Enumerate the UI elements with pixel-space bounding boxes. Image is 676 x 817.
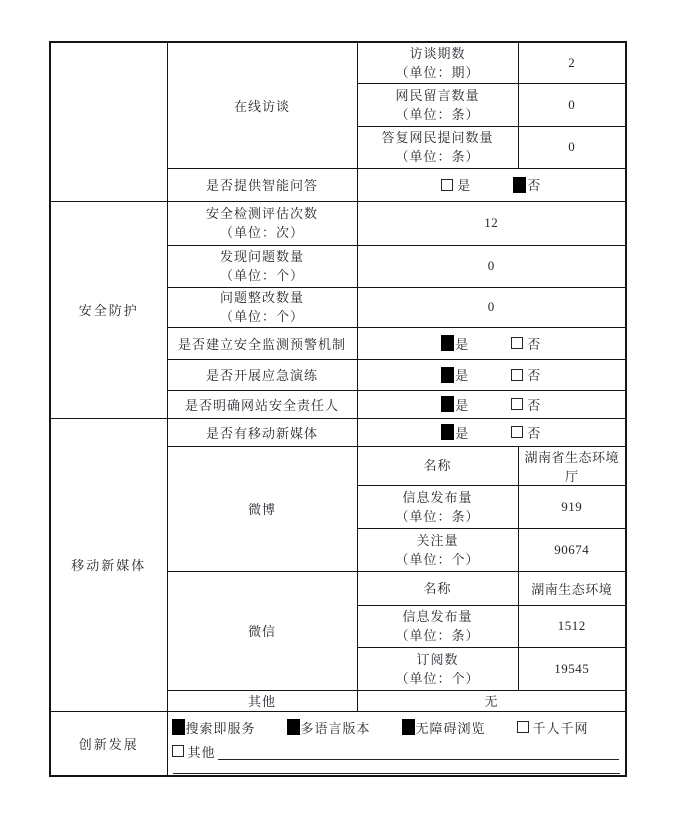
option-label: 是 [455,397,470,413]
table-row [50,42,626,83]
question-label: 是否有移动新媒体 [167,418,357,446]
metric-value: 12 [357,201,626,245]
metric-name: 问题整改数量 [219,290,304,305]
answer-cell [357,168,626,201]
group-label-weibo: 微博 [167,446,357,571]
metric-name: 名称 [423,458,452,473]
question-label: 是否建立安全监测预警机制 [167,327,357,359]
option-no [511,334,541,353]
option-no [513,175,541,194]
option-label: 是 [457,178,472,193]
metric-name: 网民留言数量 [395,87,480,103]
metric-value: 919 [518,485,626,528]
metric-cell [357,485,518,528]
metric-value: 0 [357,287,626,327]
metric-cell [167,201,357,245]
other-fill-in-blank[interactable] [218,745,619,760]
metric-unit: （单位：条） [395,628,480,643]
table-row [50,418,626,446]
metric-cell [357,571,518,605]
metric-cell [357,647,518,690]
metric-name: 访谈期数 [409,45,466,61]
metric-unit: （单位：期） [395,64,480,80]
other-media-value: 无 [357,690,626,711]
option-label: 否 [527,178,542,193]
checkbox-accessibility[interactable] [402,719,415,735]
answer-cell [357,359,626,390]
metric-unit: （单位：个） [395,551,480,567]
metric-cell [357,42,518,83]
option-label: 否 [527,425,542,441]
metric-value: 2 [518,42,626,83]
option-label: 是 [455,336,470,352]
extra-fill-in-blank[interactable] [173,772,621,774]
checkbox-search-service[interactable] [172,719,185,735]
metric-unit: （单位：个） [219,268,304,283]
section-label-mobile-media: 移动新媒体 [50,418,167,711]
metric-value: 1512 [518,605,626,647]
innovation-option-accessibility [402,718,486,737]
checkbox-qianrenqianwang[interactable] [517,721,529,733]
innovation-options-row [172,718,622,737]
section-label-security: 安全防护 [50,201,167,418]
metric-cell [357,83,518,126]
metric-value: 0 [518,83,626,126]
checkbox-yes[interactable] [441,367,454,383]
metric-unit: （单位：个） [395,670,480,686]
innovation-option-search-service [172,718,256,737]
checkbox-other[interactable] [172,745,184,757]
metric-name: 关注量 [416,532,459,548]
option-label: 是 [455,368,470,383]
metric-value: 19545 [518,647,626,690]
table-row [50,201,626,245]
option-label: 千人千网 [532,720,589,736]
metric-unit: （单位：条） [395,106,480,122]
option-label: 多语言版本 [300,720,371,736]
metric-name: 信息发布量 [402,609,473,624]
option-label: 否 [527,368,542,383]
section-cell-blank [50,42,167,201]
question-label: 是否明确网站安全责任人 [167,390,357,418]
checkbox-no[interactable] [511,426,523,438]
group-label-wechat: 微信 [167,571,357,690]
table-row [50,711,626,776]
option-no [511,365,541,384]
innovation-option-qianrenqianwang [517,718,589,737]
checkbox-multilingual[interactable] [287,719,300,735]
option-label: 搜索即服务 [185,720,256,736]
metric-value: 湖南省生态环境厅 [518,446,626,485]
answer-cell [357,327,626,359]
option-yes [441,334,469,353]
option-yes [441,365,469,384]
metric-unit: （单位：条） [395,508,480,524]
innovation-cell [167,711,626,776]
metric-value: 90674 [518,528,626,571]
group-label-online-interview: 在线访谈 [167,42,357,168]
option-yes [441,423,469,442]
metric-unit: （单位：次） [219,225,304,240]
metric-name: 答复网民提问数量 [381,130,494,145]
metric-unit: （单位：个） [219,309,304,324]
checkbox-yes[interactable] [441,396,454,412]
question-label: 是否提供智能问答 [167,168,357,201]
metric-cell [357,528,518,571]
metric-name: 发现问题数量 [219,249,304,264]
metric-unit: （单位：条） [395,149,480,164]
option-yes [441,395,469,414]
option-label: 否 [527,336,542,352]
innovation-option-other [172,742,216,761]
option-label: 其他 [187,744,216,760]
innovation-option-multilingual [287,718,371,737]
metric-value: 0 [518,126,626,168]
checkbox-no[interactable] [511,398,523,410]
option-no [511,395,541,414]
metric-cell [357,605,518,647]
metric-name: 订阅数 [416,651,459,667]
checkbox-no[interactable] [513,177,526,193]
option-label: 无障碍浏览 [415,720,486,736]
checkbox-yes[interactable] [441,424,454,440]
section-label-innovation: 创新发展 [50,711,167,776]
checkbox-yes[interactable] [441,335,454,351]
other-media-label: 其他 [167,690,357,711]
innovation-other-row [172,742,622,761]
option-label: 否 [527,397,542,413]
checkbox-yes[interactable] [441,179,453,191]
report-table [49,41,627,777]
metric-cell [357,446,518,485]
answer-cell [357,390,626,418]
option-yes [441,175,471,194]
innovation-extra-line-row [172,772,622,774]
metric-name: 名称 [423,580,452,596]
answer-cell [357,418,626,446]
question-label: 是否开展应急演练 [167,359,357,390]
metric-value: 湖南生态环境 [518,571,626,605]
option-label: 是 [455,425,470,441]
metric-value: 0 [357,245,626,287]
metric-cell [167,245,357,287]
metric-cell [167,287,357,327]
checkbox-no[interactable] [511,369,523,381]
metric-name: 安全检测评估次数 [205,206,318,221]
metric-name: 信息发布量 [402,489,473,505]
checkbox-no[interactable] [511,337,523,349]
option-no [511,423,541,442]
metric-cell [357,126,518,168]
